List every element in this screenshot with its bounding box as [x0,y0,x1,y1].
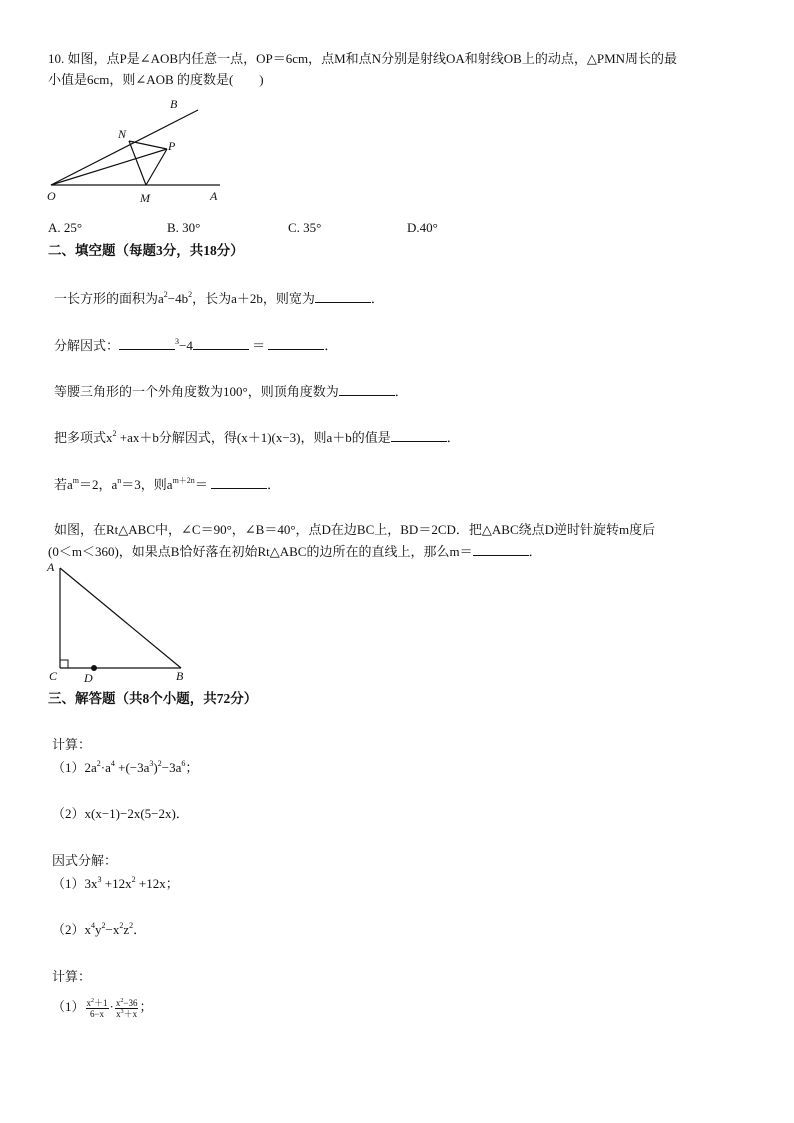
q10-text-line1: 10. 如图，点P是∠AOB内任意一点，OP＝6cm，点M和点N分别是射线OA和射线OB上的动点，△PMN周长的最 [48,51,678,66]
answer-blank [473,542,529,556]
option-a: A. 25° [48,220,83,235]
calc1-part2: （2）x(x−1)−2x(5−2x)． [52,806,189,821]
answer-blank [193,336,249,350]
label-c: C [49,669,58,683]
q10-figure [40,92,240,210]
calc1-title: 计算： [52,737,92,752]
factor-part1: $(1)3x^3 +12x^2 +12x$； [52,875,179,891]
answer-blank [339,382,395,396]
answer-blank [268,336,324,350]
section3-title: 三、解答题（共8个小题，共72分） [48,691,258,706]
fill-q3: 等腰三角形的一个外角度数为100°，则顶角度数为 ． [54,384,408,399]
calc1-part1: $(1)2a^2\cdot a^4 +(-3a^3)^2-3a^6$； [52,759,199,775]
label-b: B [170,97,178,111]
label-a: A [47,560,55,574]
q6-figure [44,558,194,688]
calc2-part1: （1） $\frac{x^2+1}{6-x}$ · $\frac{x^2-36}{x^3+x}$ ； [52,997,153,1019]
option-d: D.40° [407,220,438,235]
q10-text-line2: 小值是6cm，则∠AOB 的度数是( ) [48,72,264,87]
factor-part2: $(2)x^4y^2-x^2z^2$． [52,921,147,937]
factor-title: 因式分解： [52,853,118,868]
fill-q6-line1: 如图，在Rt△ABC中，∠C＝90°，∠B＝40°，点D在边BC上，BD＝2CD．把△ABC绕点D逆时针旋转m度后 [54,522,656,537]
label-o: O [47,189,56,203]
fill-q4: 把多项式$x^2 +ax+b$分解因式，得(x＋1)(x−3)，则a＋b的值是 ． [54,429,460,445]
option-c: C. 35° [288,220,322,235]
answer-blank [391,428,447,442]
side-ab [60,568,181,668]
fill-q2: 分解因式： $^3$−4 ＝ ． [54,337,338,353]
label-a: A [210,189,218,203]
answer-blank [119,336,175,350]
label-n: N [118,127,127,141]
label-m: M [140,191,150,205]
right-angle-mark [60,660,68,668]
label-p: P [168,139,176,153]
segment-np [129,141,167,149]
answer-blank [315,289,371,303]
section2-title: 二、填空题（每题3分，共18分） [48,243,244,258]
option-b: B. 30° [167,220,201,235]
calc2-title: 计算： [52,969,92,984]
segment-nm [129,141,146,185]
fraction-2: $\frac{x^2-36}{x^3+x}$ [115,997,138,1019]
ray-ob [51,110,198,185]
fill-q6-line2: (0＜m＜360)，如果点B恰好落在初始Rt△ABC的边所在的直线上，那么m＝ ． [48,544,542,559]
fill-q1: 一长方形的面积为$a^2-4b^2$，长为a＋2b，则宽为 ． [54,290,384,306]
label-b: B [176,669,184,683]
fraction-1: $\frac{x^2+1}{6-x}$ [86,997,108,1019]
answer-blank [211,475,267,489]
label-d: D [84,671,93,685]
fill-q5: 若$a^m=2$，$a^n=3$，则$a^{m+2n}=$ ． [54,476,281,492]
